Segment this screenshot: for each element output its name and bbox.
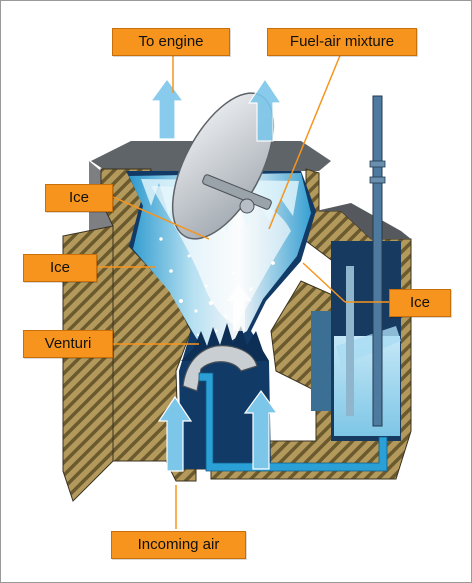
label-venturi: Venturi xyxy=(23,330,113,358)
label-fuel-air-mixture: Fuel-air mixture xyxy=(267,28,417,56)
float-bowl xyxy=(311,241,401,441)
label-ice-left: Ice xyxy=(23,254,97,282)
label-to-engine: To engine xyxy=(112,28,230,56)
label-ice-right: Ice xyxy=(389,289,451,317)
label-incoming-air: Incoming air xyxy=(111,531,246,559)
label-ice-upper-left: Ice xyxy=(45,184,113,212)
